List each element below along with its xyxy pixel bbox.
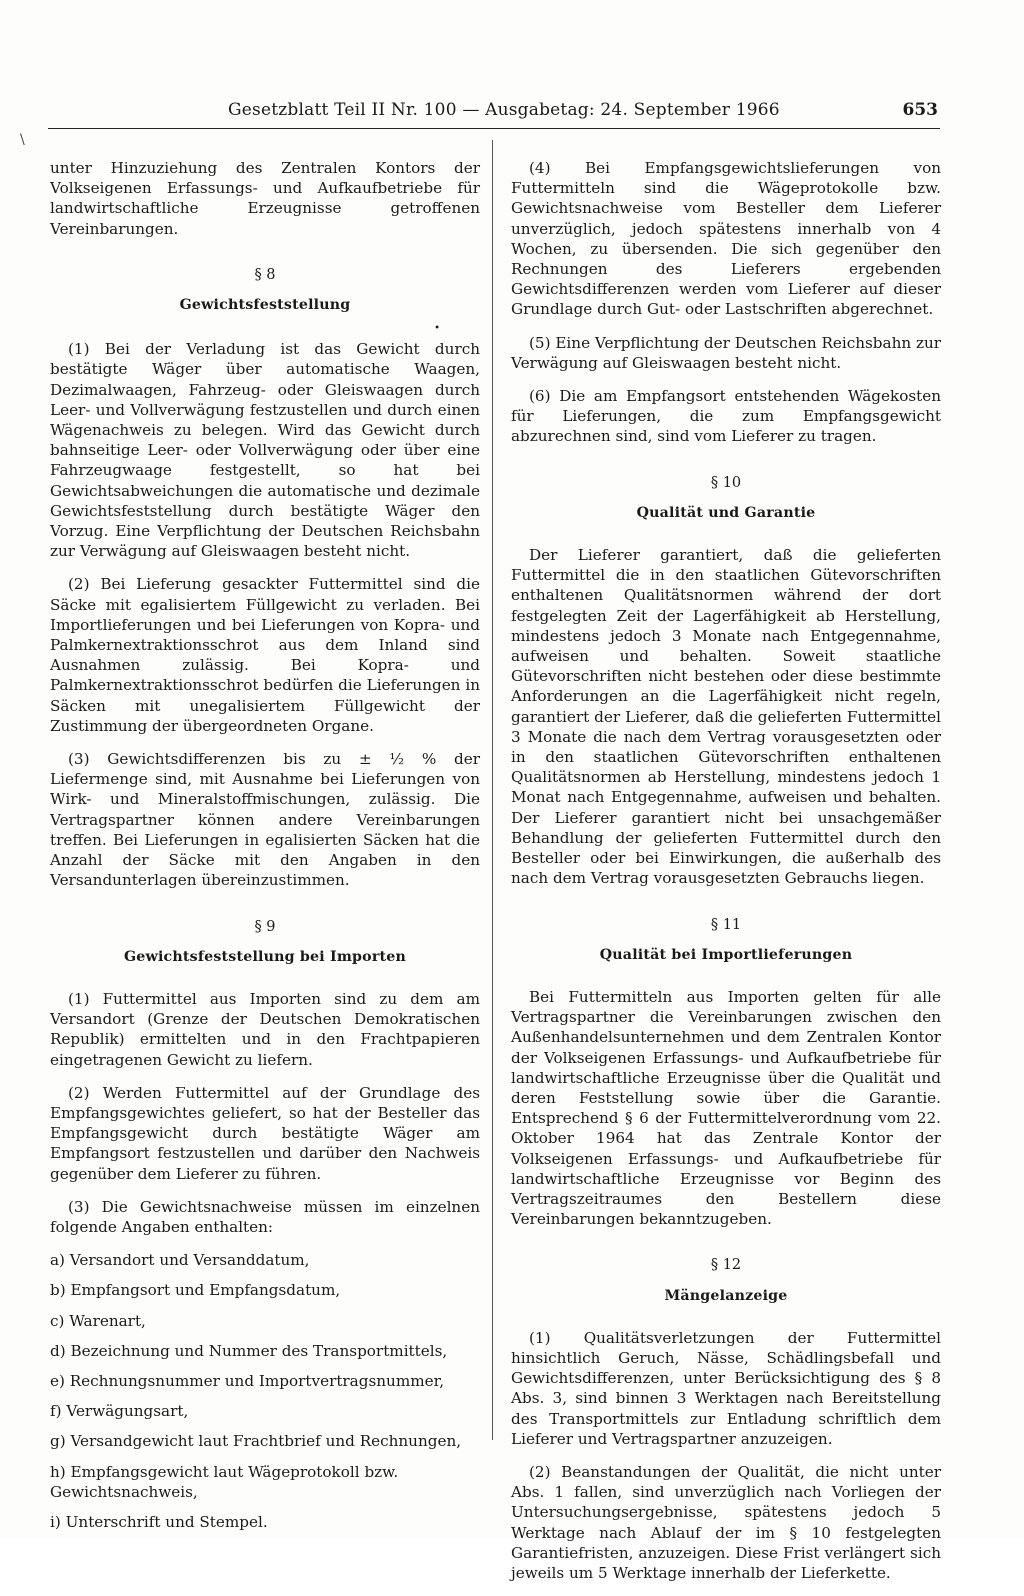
section-9-paragraph-1: (1) Futtermittel aus Importen sind zu dem am Versandort (Grenze der Deutschen Demokratischen Republik) ermittelten und in den Frachtpapieren eingetragenen Gewicht zu liefern. <box>50 989 480 1069</box>
section-8-number: § 8 <box>254 266 276 283</box>
section-12-title: Mängelanzeige <box>664 1287 788 1304</box>
section-10-number: § 10 <box>710 474 742 491</box>
section-12-number: § 12 <box>710 1257 742 1274</box>
intro-paragraph: unter Hinzuziehung des Zentralen Kontors der Volkseigenen Erfassungs- und Aufkaufbetriebe für landwirtschaftliche Erzeugnisse getroffenen Vereinbarungen. <box>50 159 480 238</box>
section-10-title: Qualität und Garantie <box>636 504 816 521</box>
list-item: h) Empfangsgewicht laut Wägeprotokoll bzw. Gewichtsnachweis, <box>50 1462 399 1501</box>
section-9-item-list <box>50 1250 480 1532</box>
margin-mark: \ <box>20 132 25 148</box>
stray-mark: • <box>434 323 440 335</box>
section-11-paragraph-1: Bei Futtermitteln aus Importen gelten für alle Vertragspartner die Vereinbarungen zwischen den Außenhandelsunternehmen und dem Zentralen Kontor der Volkseigenen Erfassungs- und Aufkaufbetriebe für landwirtschaftliche Erzeugnisse über die Qualität und deren Feststellung sowie über die Garantie. Entsprechend § 6 der Futtermittelverordnung vom 22. Oktober 1964 hat das Zentrale Kontor der Volkseigenen Erfassungs- und Aufkaufbetriebe für landwirtschaftliche Erzeugnisse vor Beginn des Vertragszeitraumes den Bestellern diese Vereinbarungen bekanntzugeben. <box>511 987 941 1229</box>
page-number: 653 <box>902 100 938 120</box>
section-9-paragraph-5: (5) Eine Verpflichtung der Deutschen Reichsbahn zur Verwägung auf Gleiswaagen besteht nicht. <box>511 333 942 372</box>
section-9-paragraph-4: (4) Bei Empfangsgewichtslieferungen von Futtermitteln sind die Wägeprotokolle bzw. Gewichtsnachweise vom Besteller dem Lieferer unverzüglich, jedoch spätestens innerhalb von 4 Wochen, zu übersenden. Die sich gegenüber den Rechnungen des Lieferers ergebenden Gewichtsdifferenzen werden vom Lieferer auf dieser Grundlage durch Gut- oder Lastschriften abgerechnet. <box>511 159 941 319</box>
column-divider <box>492 140 493 1440</box>
section-8-title: Gewichtsfeststellung <box>179 297 351 314</box>
list-item: g) Versandgewicht laut Frachtbrief und Rechnungen, <box>50 1432 462 1451</box>
section-8-paragraph-1: (1) Bei der Verladung ist das Gewicht durch bestätigte Wäger über automatische Waagen, Dezimalwaagen, Fahrzeug- oder Gleiswaagen durch Leer- und Vollverwägung festzustellen und durch einen Wägenachweis zu belegen. Wird das Gewicht durch bahnseitige Leer- oder Vollverwägung oder über eine Fahrzeugwaage festgestellt, so hat bei Gewichtsabweichungen die automatische und dezimale Gewichtsfeststellung durch bestätigte Wäger den Vorzug. Eine Verpflichtung der Deutschen Reichsbahn zur Verwägung auf Gleiswaagen besteht nicht. <box>50 340 480 561</box>
right-column <box>511 158 941 1596</box>
section-8-paragraph-2: (2) Bei Lieferung gesackter Futtermittel sind die Säcke mit egalisiertem Füllgewicht zu verladen. Bei Importlieferungen und bei Lieferungen von Kopra- und Palmkernextraktionsschrot aus dem Inland sind Ausnahmen zulässig. Bei Kopra- und Palmkernextraktionsschrot bedürfen die Lieferungen in Säcken mit unegalisiertem Füllgewicht der Zustimmung der übergeordneten Organe. <box>50 575 480 735</box>
section-9-paragraph-6: (6) Die am Empfangsort entstehenden Wägekosten für Lieferungen, die zum Empfangsgewicht abzurechnen sind, sind vom Lieferer zu tragen. <box>511 387 941 446</box>
list-item: b) Empfangsort und Empfangsdatum, <box>50 1281 341 1300</box>
section-8-paragraph-3: (3) Gewichtsdifferenzen bis zu ± ½ % der Liefermenge sind, mit Ausnahme bei Lieferungen von Wirk- und Mineralstoffmischungen, zulässig. Die Vertragspartner können andere Vereinbarungen treffen. Bei Lieferungen in egalisierten Säcken hat die Anzahl der Säcke mit den Angaben in den Versandunterlagen übereinzustimmen. <box>50 750 480 890</box>
list-item: a) Versandort und Versanddatum, <box>50 1251 310 1270</box>
left-column <box>50 158 480 1542</box>
list-item: i) Unterschrift und Stempel. <box>50 1512 268 1531</box>
section-9-title: Gewichtsfeststellung bei Importen <box>123 948 407 965</box>
section-11-title: Qualität bei Importlieferungen <box>599 946 853 963</box>
page-header <box>48 98 940 129</box>
list-item: c) Warenart, <box>50 1311 146 1330</box>
section-12-paragraph-2: (2) Beanstandungen der Qualität, die nicht unter Abs. 1 fallen, sind unverzüglich nach Vorliegen der Untersuchungsergebnisse, spätestens jedoch 5 Werktage nach Ablauf der im § 10 festgelegten Garantiefristen, anzuzeigen. Diese Frist verlängert sich jeweils um 5 Werktage innerhalb der Lieferkette. <box>511 1462 941 1582</box>
section-9-paragraph-2: (2) Werden Futtermittel auf der Grundlage des Empfangsgewichtes geliefert, so hat der Besteller das Empfangsgewicht durch bestätigte Wäger am Empfangsort festzustellen und darüber den Nachweis gegenüber dem Lieferer zu führen. <box>50 1083 480 1183</box>
header-title: Gesetzblatt Teil II Nr. 100 — Ausgabetag: 24. September 1966 <box>228 100 780 120</box>
list-item: f) Verwägungsart, <box>50 1402 189 1421</box>
list-item: e) Rechnungsnummer und Importvertragsnummer, <box>50 1371 445 1390</box>
list-item: d) Bezeichnung und Nummer des Transportmittels, <box>50 1341 448 1360</box>
section-12-paragraph-1: (1) Qualitätsverletzungen der Futtermittel hinsichtlich Geruch, Nässe, Schädlingsbefall und Gewichtsdifferenzen, unter Berücksichtigung des § 8 Abs. 3, sind binnen 3 Werktagen nach Bereitstellung des Transportmittels zur Entladung schriftlich dem Lieferer und Vertragspartner anzuzeigen. <box>511 1328 941 1448</box>
section-10-paragraph-1: Der Lieferer garantiert, daß die gelieferten Futtermittel die in den staatlichen Gütevorschriften enthaltenen Qualitätsnormen während der dort festgelegten Zeit der Lagerfähigkeit ab Herstellung, mindestens jedoch 3 Monate nach Entgegennahme, aufweisen und behalten. Soweit staatliche Gütevorschriften nicht bestehen oder diese bestimmte Anforderungen an die Lagerfähigkeit nicht regeln, garantiert der Lieferer, daß die gelieferten Futtermittel 3 Monate die nach dem Vertrag vorausgesetzten oder in den staatlichen Gütevorschriften enthaltenen Qualitätsnormen ab Herstellung, mindestens jedoch 1 Monat nach Entgegennahme, aufweisen und behalten. Der Lieferer garantiert nicht bei unsachgemäßer Behandlung der gelieferten Futtermittel durch den Besteller oder bei Einwirkungen, die außerhalb des nach dem Vertrag vorausgesetzten Gebrauchs liegen. <box>511 546 941 888</box>
section-11-number: § 11 <box>710 916 742 933</box>
section-9-number: § 9 <box>254 918 276 935</box>
section-9-paragraph-3: (3) Die Gewichtsnachweise müssen im einzelnen folgende Angaben enthalten: <box>50 1197 480 1236</box>
